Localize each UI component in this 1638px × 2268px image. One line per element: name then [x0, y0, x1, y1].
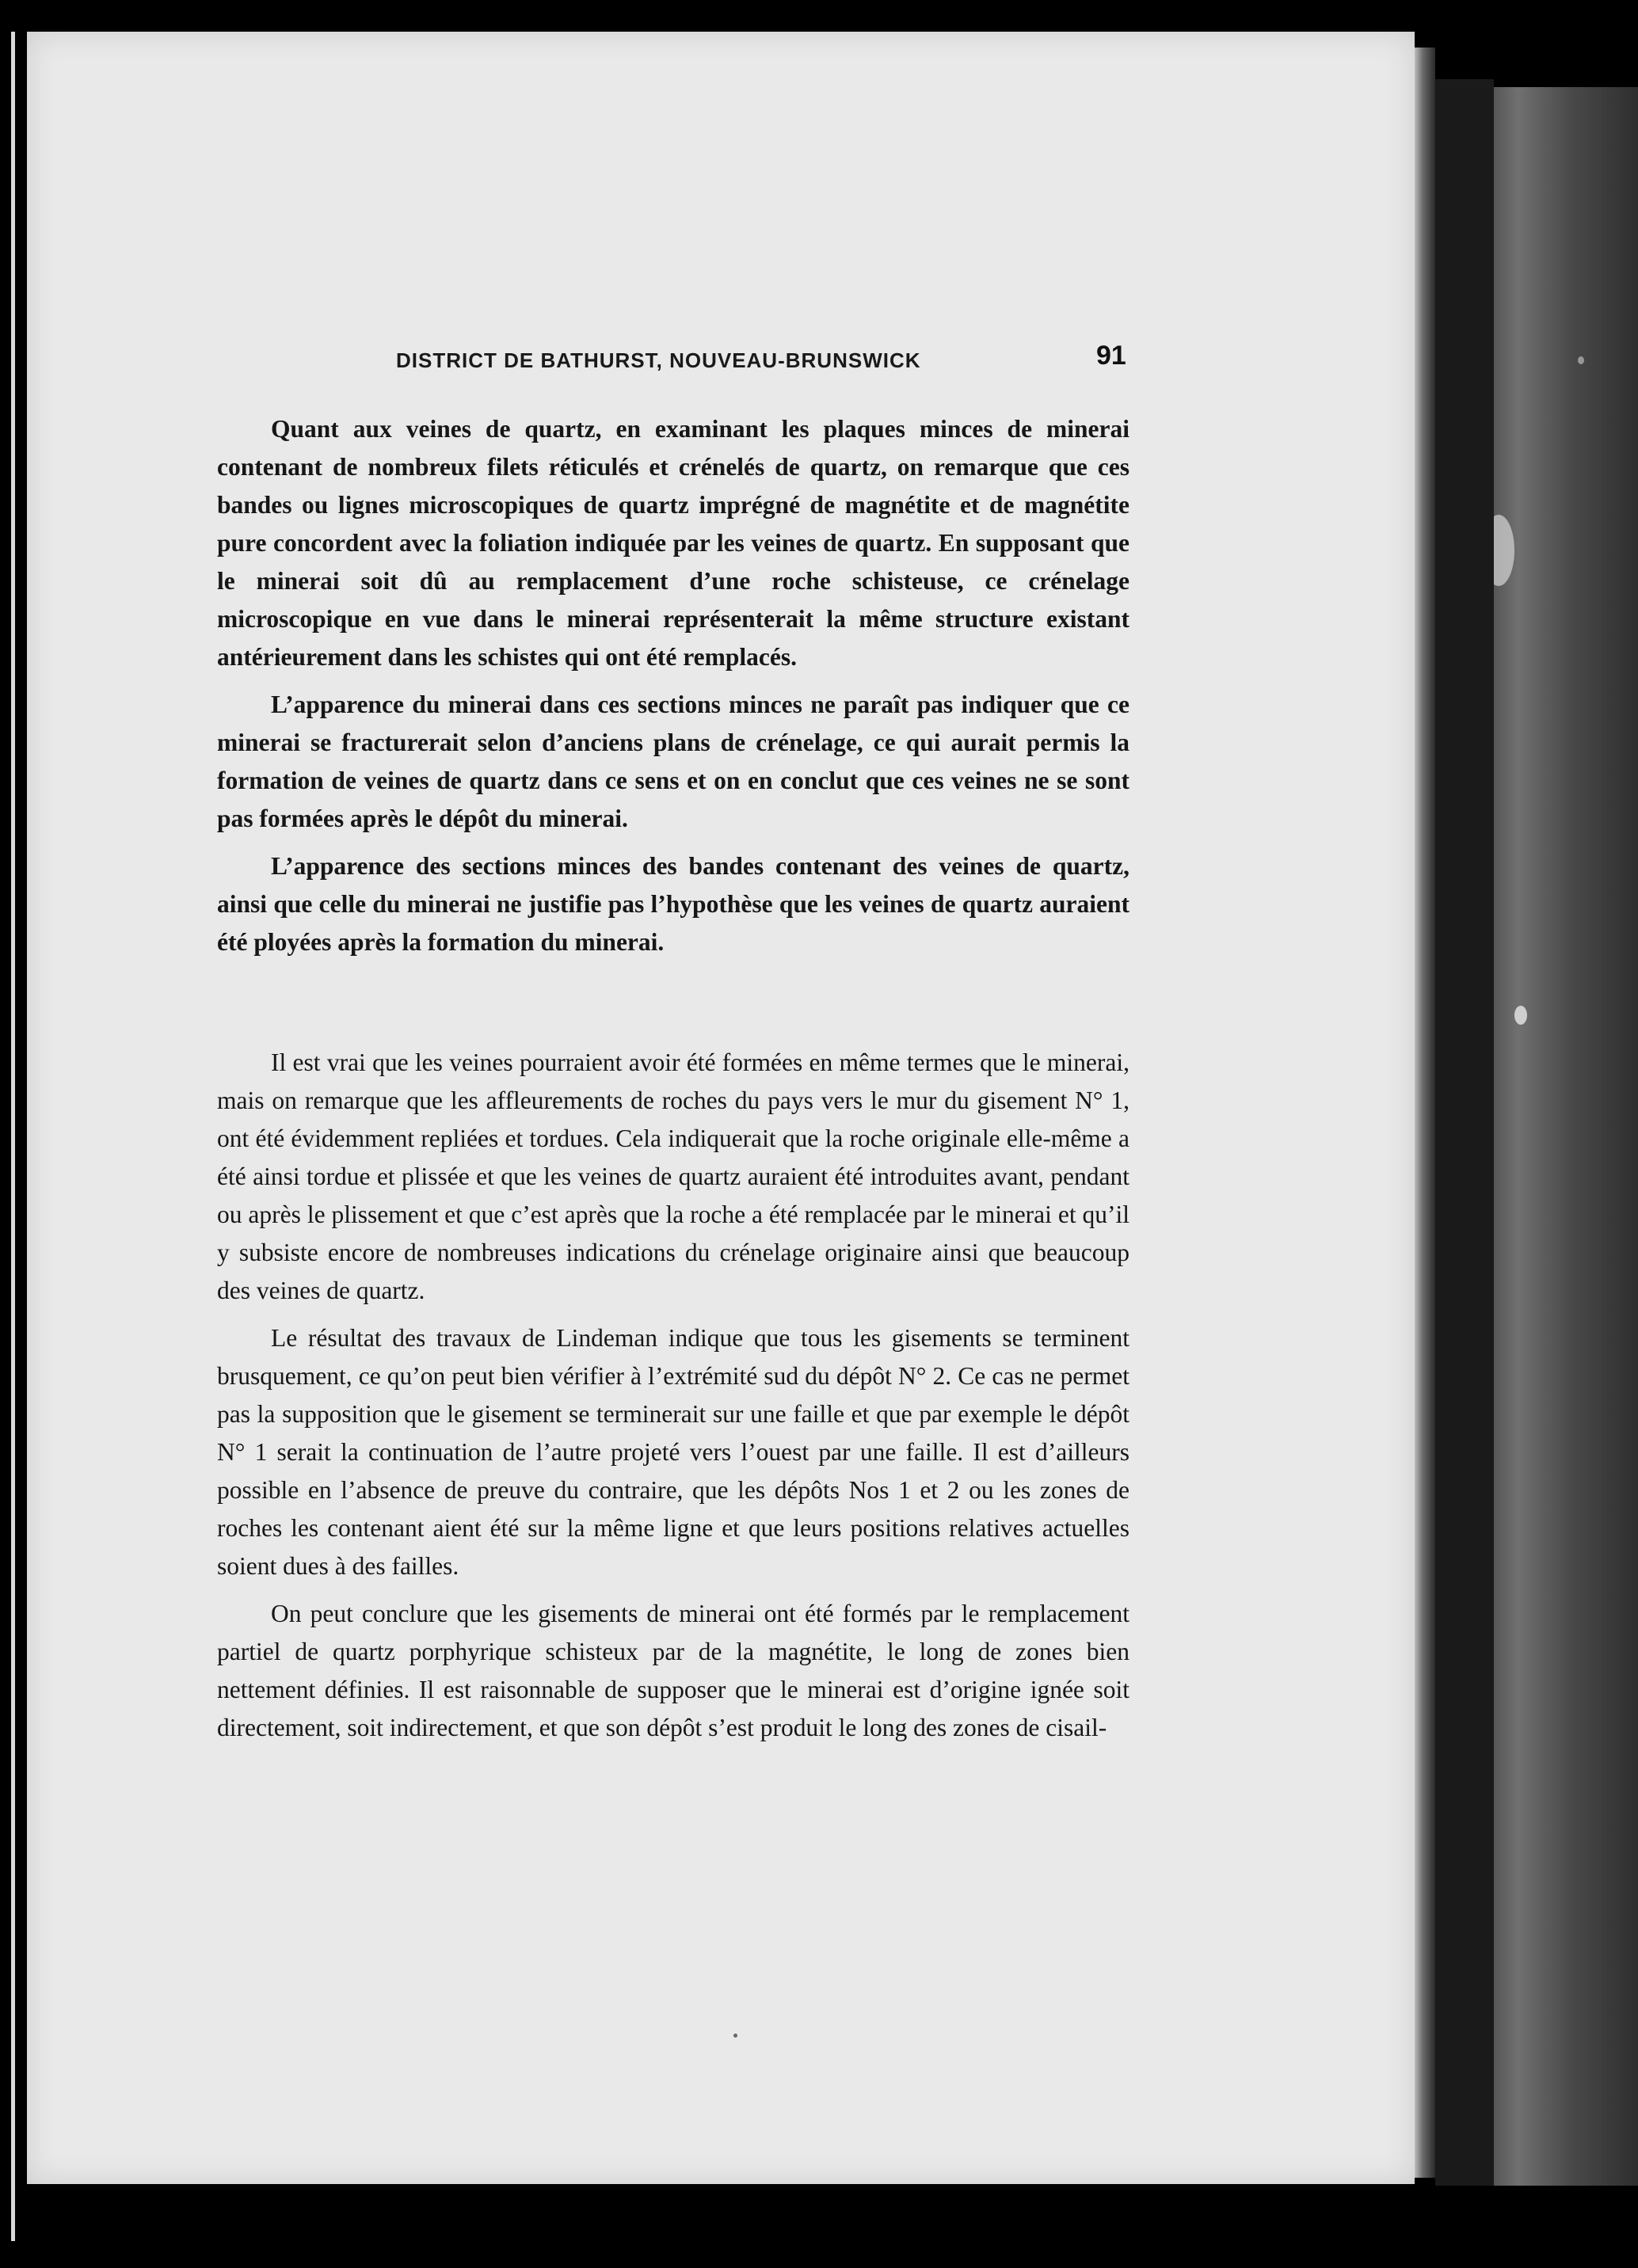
scan-speck — [733, 2034, 737, 2038]
paragraph-6: On peut conclure que les gisements de minerai ont été formés par le remplacement partiel de quartz porphyrique schisteux par de la magnétite, le long de zones bien nettement définies. Il est raisonnable de supposer que le minerai est d’origine ignée soit directement, soit indirectement, et que son dépôt s’est produit le long des zones de cisail- — [217, 1600, 1129, 1741]
running-header: DISTRICT DE BATHURST, NOUVEAU-BRUNSWICK — [396, 348, 921, 372]
paragraph-1: Quant aux veines de quartz, en examinant les plaques minces de minerai contenant de nombreux filets réticulés et crénelés de quartz, on remarque que ces bandes ou lignes microscopiques de quartz imprégné de magnétite et de magnétite pure concordent avec la foliation indiquée par les veines de quartz. En supposant que le minerai soit dû au remplacement d’une roche schisteuse, ce crénelage microscopique en vue dans le minerai représenterait la même structure existant antérieurement dans les schistes qui ont été remplacés. — [217, 415, 1129, 671]
left-page-edge — [11, 32, 15, 2241]
body-text — [217, 410, 1129, 971]
page-edge-shadow — [1415, 48, 1435, 2178]
paragraph-4: Il est vrai que les veines pourraient avoir été formées en même termes que le minerai, mais on remarque que les affleurements de roches du pays vers le mur du gisement N° 1, ont été évidemment repliées et tordues. Cela indiquerait que la roche originale elle-même a été ainsi tordue et plissée et que les veines de quartz auraient été introduites avant, pendant ou après le plissement et que c’est après que la roche a été remplacée par le minerai et qu’il y subsiste encore de nombreuses indications du crénelage originaire ainsi que beaucoup des veines de quartz. — [217, 1048, 1129, 1304]
page-number: 91 — [1096, 341, 1126, 371]
paragraph-5: Le résultat des travaux de Lindeman indique que tous les gisements se terminent brusquement, ce qu’on peut bien vérifier à l’extrémité sud du dépôt N° 2. Ce cas ne permet pas la supposition que le gisement se terminerait sur une faille et que par exemple le dépôt N° 1 serait la continuation de l’autre projeté vers l’ouest par une faille. Il est d’ailleurs possible en l’absence de preuve du contraire, que les dépôts Nos 1 et 2 ou les zones de roches les contenant aient été sur la même ligne et que leurs positions relatives actuelles soient dues à des failles. — [217, 1324, 1129, 1580]
page-back-strip — [1435, 79, 1494, 2186]
paragraph-2: L’apparence du minerai dans ces sections minces ne paraît pas indiquer que ce minerai se fracturerait selon d’anciens plans de crénelage, ce qui aurait permis la formation de veines de quartz dans ce sens et on en conclut que ces veines ne se sont pas formées après le dépôt du minerai. — [217, 691, 1129, 832]
binding-speck — [1578, 356, 1584, 364]
body-text-continued — [217, 1044, 1129, 1756]
binding-speck — [1514, 1006, 1527, 1025]
paragraph-3: L’apparence des sections minces des bandes contenant des veines de quartz, ainsi que celle du minerai ne justifie pas l’hypothèse que les veines de quartz auraient été ployées après la formation du minerai. — [217, 852, 1129, 956]
